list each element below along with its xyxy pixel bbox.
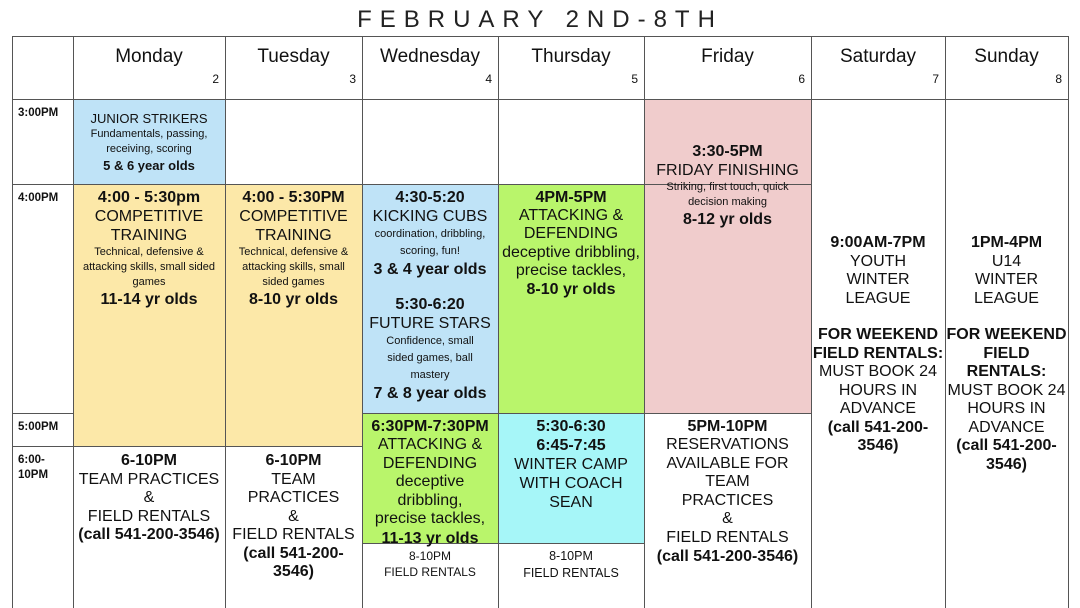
event-title: WINTER CAMP	[514, 456, 628, 473]
event-sat-youth-league	[811, 234, 945, 454]
event-title: FIELD RENTALS	[523, 566, 619, 580]
event-time: 3:30-5PM	[692, 143, 763, 160]
day-name: Saturday	[839, 46, 917, 67]
event-desc: receiving, scoring	[106, 142, 192, 155]
event-time: 6:30PM-7:30PM	[371, 418, 489, 435]
day-name: Monday	[115, 46, 183, 67]
event-mon-competitive	[73, 188, 225, 312]
event-sun-u14-league	[945, 234, 1068, 479]
event-note: FIELD RENTALS:	[812, 344, 944, 362]
event-desc: Confidence, small	[386, 335, 474, 347]
event-title: DEFENDING	[523, 225, 619, 242]
event-title: PRACTICES	[681, 491, 774, 509]
day-header-friday	[644, 36, 811, 99]
grid-line	[1068, 36, 1069, 608]
grid-line	[362, 413, 811, 414]
time-label: 5:00PM	[18, 421, 59, 433]
event-time: 1PM-4PM	[970, 234, 1043, 251]
event-time: 9:00AM-7PM	[830, 234, 926, 251]
event-title: TRAINING	[255, 227, 332, 244]
day-number: 2	[212, 72, 219, 86]
event-phone: 3546)	[986, 455, 1027, 473]
day-header-thursday	[498, 36, 644, 99]
event-title: ATTACKING &	[518, 207, 624, 224]
event-time: 4:00 - 5:30pm	[97, 189, 201, 206]
event-note: FOR WEEKEND	[946, 326, 1067, 343]
event-time: 6-10PM	[265, 452, 322, 469]
event-time: 5PM-10PM	[687, 418, 768, 435]
event-title: AVAILABLE FOR TEAM	[666, 454, 789, 490]
day-header-saturday	[811, 36, 945, 99]
event-time: 6:45-7:45	[536, 437, 606, 454]
event-thu-winter-camp	[498, 417, 644, 511]
event-desc: sided games, ball	[387, 352, 473, 364]
event-phone: (call 541-200-3546)	[827, 418, 929, 454]
event-title: &	[288, 507, 299, 525]
event-thu-field-rentals	[498, 548, 644, 588]
event-mon-team-practices	[73, 452, 225, 552]
event-title: KICKING CUBS	[372, 208, 488, 225]
event-title: JUNIOR STRIKERS	[90, 110, 208, 126]
day-number: 6	[798, 72, 805, 86]
event-age: 8-10 yr olds	[249, 291, 338, 308]
event-title: RESERVATIONS	[666, 436, 789, 453]
event-note: HOURS IN	[838, 381, 918, 399]
event-title: COMPETITIVE	[94, 208, 204, 225]
day-name: Tuesday	[257, 46, 330, 67]
event-title: WINTER	[974, 271, 1039, 288]
day-header-wednesday	[362, 36, 498, 99]
day-number: 7	[932, 72, 939, 86]
event-title: DEFENDING	[382, 454, 478, 472]
event-desc: attacking skills, small sided	[82, 261, 216, 273]
event-desc: Fundamentals, passing,	[90, 127, 208, 140]
event-title: TRAINING	[110, 227, 188, 244]
event-desc: decision making	[688, 196, 767, 208]
event-desc: Technical, defensive &	[94, 246, 204, 258]
grid-line	[12, 446, 362, 447]
event-note: ADVANCE	[968, 418, 1045, 436]
day-number: 3	[349, 72, 356, 86]
event-note: FIELD	[983, 344, 1030, 362]
event-wed-field-rentals	[362, 548, 498, 588]
event-age: 3 & 4 year olds	[373, 261, 487, 278]
event-title: FIELD RENTALS	[232, 526, 355, 543]
event-desc: scoring, fun!	[400, 245, 460, 257]
event-age: 11-13 yr olds	[381, 529, 479, 547]
event-time: 4PM-5PM	[535, 189, 607, 206]
event-desc: sided games	[262, 276, 325, 288]
event-time: 4:00 - 5:30PM	[242, 189, 345, 206]
event-title: LEAGUE	[974, 289, 1039, 307]
day-header-monday	[73, 36, 225, 99]
event-fri-finishing	[644, 142, 811, 232]
event-desc: Striking, first touch, quick	[666, 181, 789, 193]
day-number: 8	[1055, 72, 1062, 86]
event-title: FIELD RENTALS	[87, 507, 211, 525]
day-name: Thursday	[531, 46, 611, 67]
event-fri-reservations	[644, 417, 811, 565]
event-desc: deceptive dribbling,	[395, 473, 465, 509]
event-thu-attacking	[498, 188, 644, 300]
event-age: 8-12 yr olds	[683, 211, 772, 228]
event-desc: mastery	[410, 369, 450, 381]
day-name: Friday	[701, 46, 754, 67]
time-label: 6:00-	[18, 454, 45, 466]
event-desc: coordination, dribbling,	[374, 228, 486, 240]
event-time: 5:30-6:20	[395, 296, 465, 313]
grid-line	[12, 36, 13, 608]
event-desc: attacking skills, small	[242, 261, 345, 273]
event-note: ADVANCE	[839, 400, 917, 417]
event-desc: Technical, defensive &	[238, 246, 349, 258]
event-wed-attacking	[362, 417, 498, 547]
event-title: WINTER	[846, 271, 910, 288]
event-time: 8-10PM	[549, 549, 593, 563]
event-note: MUST BOOK 24	[819, 363, 937, 380]
event-title: WITH COACH SEAN	[519, 475, 623, 511]
event-title: FUTURE STARS	[369, 315, 491, 332]
event-title: U14	[991, 252, 1022, 270]
event-desc: precise tackles,	[515, 262, 627, 279]
grid-line	[12, 413, 73, 414]
time-label: 3:00PM	[18, 107, 59, 119]
event-title: &	[722, 510, 733, 527]
event-time: 6-10PM	[120, 452, 178, 469]
grid-line	[498, 36, 499, 608]
event-time: 4:30-5:20	[395, 189, 465, 206]
day-number: 4	[485, 72, 492, 86]
event-age: 11-14 yr olds	[100, 291, 198, 308]
event-age: 5 & 6 year olds	[103, 157, 195, 173]
event-age: 7 & 8 year olds	[373, 385, 487, 402]
event-title: YOUTH	[850, 252, 906, 270]
event-note: HOURS IN	[967, 400, 1046, 417]
time-label: 10PM	[18, 469, 49, 481]
event-phone: (call 541-200-3546)	[78, 526, 220, 543]
event-time: 5:30-6:30	[536, 418, 606, 435]
event-title: &	[143, 489, 155, 506]
schedule-title: FEBRUARY 2ND-8TH	[357, 6, 723, 33]
event-desc: deceptive dribbling,	[502, 244, 640, 261]
day-header-sunday	[945, 36, 1068, 99]
event-title: FIELD RENTALS	[666, 528, 789, 546]
event-title: TEAM PRACTICES	[247, 470, 340, 506]
event-phone: (call 541-200-3546)	[656, 548, 799, 565]
event-title: COMPETITIVE	[239, 208, 348, 225]
event-tue-team-practices	[225, 452, 362, 580]
event-note: FOR WEEKEND	[818, 326, 938, 343]
event-title: LEAGUE	[845, 289, 911, 307]
event-title: TEAM PRACTICES	[78, 470, 220, 488]
event-title: FIELD RENTALS	[384, 565, 476, 579]
event-age: 8-10 yr olds	[526, 281, 616, 298]
day-name: Wednesday	[380, 46, 480, 67]
event-junior-strikers	[73, 100, 225, 184]
event-note: RENTALS:	[966, 363, 1047, 380]
event-phone: (call 541-200-3546)	[243, 544, 344, 580]
event-desc: games	[132, 276, 166, 288]
event-note: MUST BOOK 24	[947, 381, 1066, 399]
event-desc: precise tackles,	[374, 510, 486, 527]
day-name: Sunday	[974, 46, 1039, 67]
day-number: 5	[631, 72, 638, 86]
event-title: ATTACKING &	[377, 436, 483, 453]
event-title: FRIDAY FINISHING	[656, 162, 799, 179]
time-label: 4:00PM	[18, 192, 59, 204]
day-header-tuesday	[225, 36, 362, 99]
event-tue-competitive	[225, 188, 362, 312]
event-wed-kicking-cubs	[362, 188, 498, 403]
event-phone: (call 541-200-	[956, 437, 1057, 454]
event-time: 8-10PM	[408, 549, 452, 563]
